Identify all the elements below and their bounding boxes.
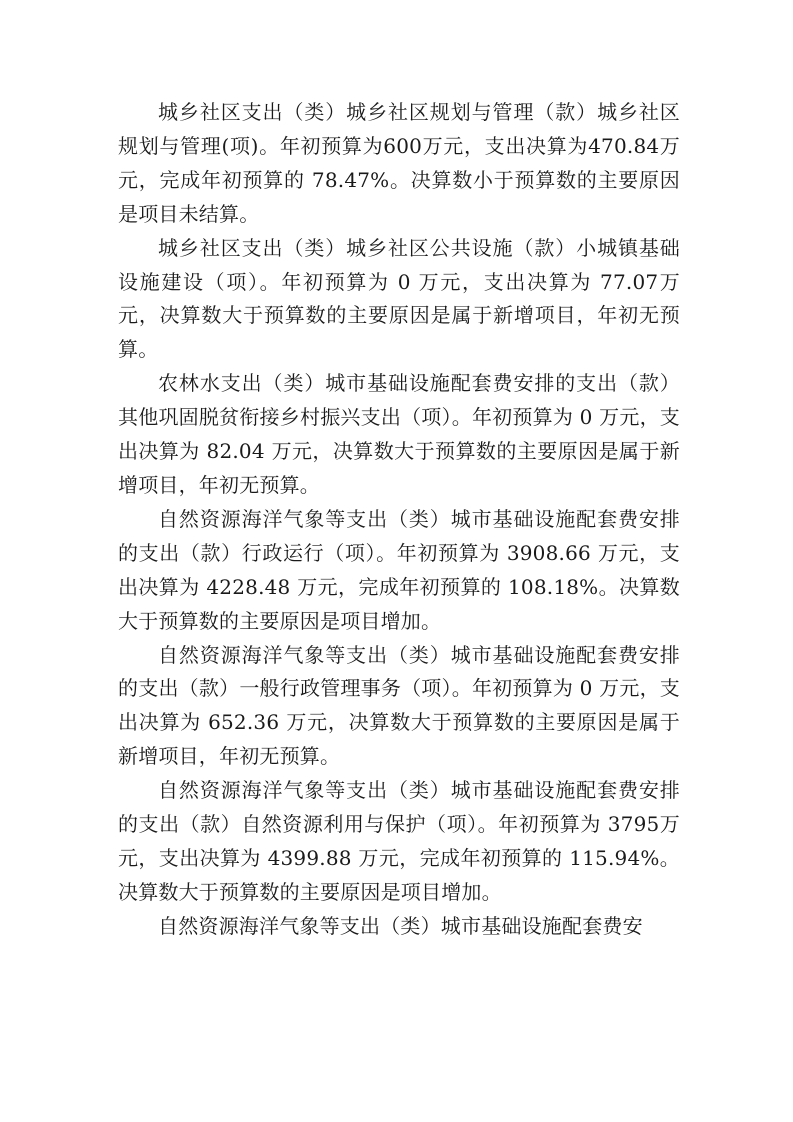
paragraph-rural-revitalization: 农林水支出（类）城市基础设施配套费安排的支出（款）其他巩固脱贫衔接乡村振兴支出（项）。年初预算为 0 万元，支出决算为 82.04 万元，决算数大于预算数的主要原因是属于新增项目，年初无预算。 xyxy=(118,371,680,497)
paragraph-truncated: 自然资源海洋气象等支出（类）城市基础设施配套费安 xyxy=(158,913,643,938)
document-body xyxy=(118,96,680,944)
paragraph-urban-planning: 城乡社区支出（类）城乡社区规划与管理（款）城乡社区规划与管理(项)。年初预算为600万元，支出决算为470.84万元，完成年初预算的 78.47%。决算数小于预算数的主要原因是项目未结算。 xyxy=(118,100,680,226)
paragraph-administrative-operation: 自然资源海洋气象等支出（类）城市基础设施配套费安排的支出（款）行政运行（项）。年初预算为 3908.66 万元，支出决算为 4228.48 万元，完成年初预算的 108.18%。决算数大于预算数的主要原因是项目增加。 xyxy=(118,506,680,633)
paragraph-general-administration: 自然资源海洋气象等支出（类）城市基础设施配套费安排的支出（款）一般行政管理事务（项）。年初预算为 0 万元，支出决算为 652.36 万元，决算数大于预算数的主要原因是属于新增项目，年初无预算。 xyxy=(118,642,680,769)
paragraph-resource-protection: 自然资源海洋气象等支出（类）城市基础设施配套费安排的支出（款）自然资源利用与保护（项）。年初预算为 3795万元，支出决算为 4399.88 万元，完成年初预算的 115.94%。决算数大于预算数的主要原因是项目增加。 xyxy=(118,778,680,904)
paragraph-town-infrastructure: 城乡社区支出（类）城乡社区公共设施（款）小城镇基础设施建设（项）。年初预算为 0 万元，支出决算为 77.07万元，决算数大于预算数的主要原因是属于新增项目，年初无预算。 xyxy=(118,235,680,362)
